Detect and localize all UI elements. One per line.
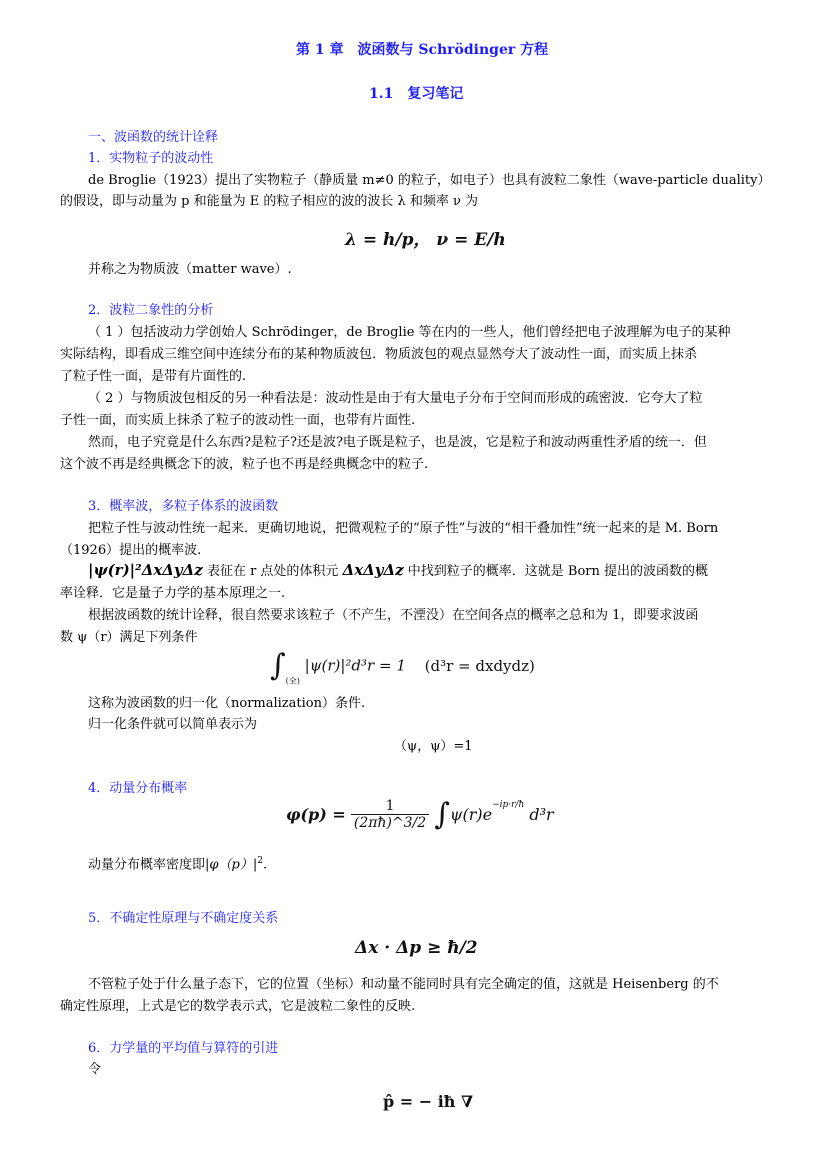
paragraph-line: 然而，电子究竟是什么东西?是粒子?还是波?电子既是粒子，也是波，它是粒子和波动两重性矛盾的统一．但 [88,435,707,450]
inline-text: 中找到粒子的概率．这就是 Born 提出的波函数的概 [407,564,709,579]
paragraph-line-with-formula [88,853,267,873]
subheading-4: 4．动量分布概率 [88,781,188,796]
paragraph-line: 的假设，即与动量为 p 和能量为 E 的粒子相应的波的波长 λ 和频率 ν 为 [60,194,479,209]
eq4-denominator: (2πħ)^3/2 [353,815,427,831]
subheading-6: 6．力学量的平均值与算符的引进 [88,1041,279,1056]
integral-sign-icon: ∫ [270,648,286,683]
paragraph-line: 把粒子性与波动性统一起来．更确切地说，把微观粒子的“原子性”与波的“相干叠加性”统一起来的是 M. Born [88,521,719,536]
chapter-title: 第 1 章 波函数与 Schrödinger 方程 [296,42,549,58]
equation-normalization [270,648,535,687]
paragraph-line-with-formula [88,562,708,580]
equation-momentum-distribution [286,797,554,832]
paragraph-line: 这个波不再是经典概念下的波，粒子也不再是经典概念中的粒子. [60,457,429,472]
inline-formula-probability: |ψ(r)|²ΔxΔyΔz [88,561,203,579]
paragraph-line: （1926）提出的概率波. [60,543,202,558]
inline-formula-momentum-density: |φ（p）| [205,857,258,873]
inline-text: 表征在 r 点处的体积元 [206,564,339,579]
eq4-fraction [351,798,429,831]
paragraph-line: 子性一面，而实质上抹杀了粒子的波动性一面，也带有片面性. [60,413,416,428]
paragraph-line: 归一化条件就可以简单表示为 [88,717,258,732]
subheading-2: 2．波粒二象性的分析 [88,303,214,318]
section-title: 1.1 复习笔记 [369,86,464,102]
equation-uncertainty: Δx · Δp ≥ ħ/2 [355,938,478,958]
normalization-expression: |ψ(r)|²d³r = 1 [304,656,406,675]
inline-formula-volume-element: ΔxΔyΔz [342,561,404,579]
integral-sign-icon: ∫ [434,797,450,832]
equation-inner-product: （ψ，ψ）=1 [394,739,473,754]
paragraph-line: 根据波函数的统计诠释，很自然要求该粒子（不产生，不湮没）在空间各点的概率之总和为 1，即要求波函 [88,608,699,623]
paragraph-line: 实际结构，即看成三维空间中连续分布的某种物质波包．物质波包的观点显然夸大了波动性一面，而实质上抹杀 [60,347,698,362]
heading-statistical-interpretation: 一、波函数的统计诠释 [88,130,219,145]
inline-text: . [262,857,268,873]
eq4-integrand: ψ(r)e [449,805,493,824]
eq4-lhs: φ(p) = [286,805,346,824]
paragraph-line: 并称之为物质波（matter wave）. [88,262,292,277]
eq4-exponent: −ip·r/ħ [492,800,525,810]
eq4-differential: d³r [529,805,554,824]
paragraph-line: 不管粒子处于什么量子态下，它的位置（坐标）和动量不能同时具有完全确定的值，这就是 Heisenberg 的不 [88,977,719,992]
equation-de-broglie: λ = h/p， ν = E/h [345,230,506,250]
subheading-1: 1．实物粒子的波动性 [88,151,214,166]
inline-superscript: 2 [257,856,263,866]
paragraph-line: 了粒子性一面，是带有片面性的. [60,369,247,384]
eq4-numerator: 1 [351,798,429,815]
paragraph-line: de Broglie（1923）提出了实物粒子（静质量 m≠0 的粒子，如电子）也具有波粒二象性（wave-particle duality） [88,173,771,188]
normalization-note: (d³r = dxdydz) [424,656,535,675]
paragraph-line: 率诠释．它是量子力学的基本原理之一. [60,586,286,601]
equation-momentum-operator: p̂ = − iħ ∇ [383,1092,474,1111]
subheading-3: 3．概率波，多粒子体系的波函数 [88,499,279,514]
paragraph-line: （ 2 ）与物质波包相反的另一种看法是：波动性是由于有大量电子分布于空间而形成的疏密波．它夸大了粒 [88,391,703,406]
paragraph-line: 令 [88,1062,102,1077]
paragraph-line: 确定性原理，上式是它的数学表示式，它是波粒二象性的反映. [60,999,416,1014]
inline-text: 动量分布概率密度即 [88,857,206,873]
paragraph-line: （ 1 ）包括波动力学创始人 Schrödinger，de Broglie 等在内的一些人，他们曾经把电子波理解为电子的某种 [88,325,731,340]
subheading-5: 5．不确定性原理与不确定度关系 [88,911,279,926]
paragraph-line: 这称为波函数的归一化（normalization）条件. [88,696,366,711]
paragraph-line: 数 ψ（r）满足下列条件 [60,630,198,645]
integral-subscript: (全) [285,676,300,686]
